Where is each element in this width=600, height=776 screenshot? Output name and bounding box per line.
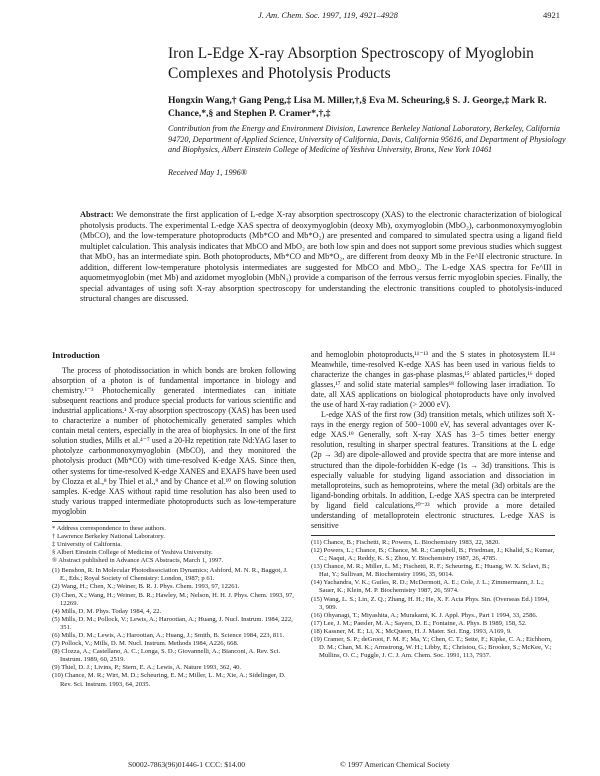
left-column (52, 350, 296, 689)
reference-item: (2) Wang, H.; Chen, X.; Weiner, B. R. J. Phys. Chem. 1993, 97, 12261. (52, 583, 240, 591)
article-title: Iron L-Edge X-ray Absorption Spectroscopy of Myoglobin Complexes and Photolysis Products (168, 45, 534, 82)
author-list: Hongxin Wang,† Gang Peng,‡ Lisa M. Miller,†,§ Eva M. Scheuring,§ S. J. George,‡ Mark R. Chance,*,§ and Stephen P. Cramer*,†,‡ (168, 95, 547, 119)
footnote: * Address correspondence to these authors. (52, 524, 166, 532)
abstract (80, 210, 562, 305)
footnote: § Albert Einstein College of Medicine of Yeshiva University. (52, 549, 213, 557)
page-number: 4921 (543, 10, 560, 20)
reference-item: (10) Chance, M. R.; Wirt, M. D.; Scheuring, E. M.; Miller, L. M.; Xie, A.; Sidelinger, D. Rev. Sci. Instrum. 1993, 64, 2035. (52, 672, 286, 688)
reference-item: (6) Mills, D. M.; Lewis, A.; Harootian, A.; Huang, J.; Smith, B. Science 1984, 223, 811. (52, 631, 285, 639)
reference-item: (4) Mills, D. M. Phys. Today 1984, 4, 22. (52, 607, 162, 615)
reference-item: (14) Yachandra, V. K.; Guiles, R. D.; McDermott, A. E.; Cole, J. L.; Zimmermann, J. L.; Sauer, K.; Klein, M. P. Biochemistry 1987, 26, 5974. (311, 579, 544, 595)
reference-item: (19) Cramer, S. P.; deGroot, F. M. F.; Ma, Y.; Chen, C. T.; Sette, F.; Kipke, C. A.; Eichhorn, D. M.; Chan, M. K.; Armstrong, W. H.; Libby, E.; Christou, G.; Brooker, S.; McKee, V.; Mullins, O. C.; Fuggle, J. C. J. Am. Chem. Soc. 1991, 113, 7937. (311, 635, 552, 660)
reference-item: (13) Chance, M. R.; Miller, L. M.; Fischetti, R. F.; Scheuring, E.; Huang, W. X. Sclavi, B.; Hai, Y.; Sullivan, M. Biochemistry 1996, 35, 9014. (311, 563, 550, 579)
footnote: † Lawrence Berkeley National Laboratory. (52, 532, 165, 540)
intro-paragraph-2: L-edge XAS of the first row (3d) transition metals, which utilizes soft X-rays in the energy region of 500−1000 eV, has several advantages over K-edge XAS.¹⁹ Generally, soft X-ray XAS has 3−5 times better energy resolution, resulting in sharper spectral features. Transitions at the L edge (2p → 3d) are dipole-allowed and provide spectra that are more intense and structured than the dipole-forbidden K-edge (1s → 3d) transitions. This is especially valuable for studying ligand association and dissociation in metalloproteins, such as hemoproteins, where the metal (3d) orbitals are the ligand-bonding orbitals. In addition, L-edge XAS spectra can be interpreted by ligand field calculations,²⁰⁻²³ which provide a more detailed understanding of metalloprotein electronic structures. L-edge XAS is sensitive (311, 410, 555, 530)
affiliation: Contribution from the Energy and Environment Division, Lawrence Berkeley National Laboratory, Berkeley, California 94720, Department of Applied Science, University of California, Davis, California 95616, and Department of Physiology and Biophysics, Albert Einstein College of Medicine of Yeshiva University, Bronx, New York 10461 (168, 124, 566, 155)
references-left (52, 567, 296, 688)
section-heading-introduction: Introduction (52, 350, 100, 360)
reference-item: (5) Mills, D. M.; Pollock, V.; Lewis, A.; Harootian, A.; Huang, J. Nucl. Instrum. 1984, 222, 351. (52, 615, 293, 631)
reference-item: (12) Powers, L.; Chance, B.; Chance, M. R.; Campbell, B.; Friedman, J.; Khalid, S.; Kumar, C.; Naqui, A.; Reddy, K. S.; Zhou, Y. Biochemistry 1987, 26, 4785. (311, 546, 555, 563)
reference-item: (9) Thiel, D. J.; Livins, P.; Stern, E. A.; Lewis, A. Nature 1993, 362, 40. (52, 664, 242, 672)
footnote-divider (52, 521, 130, 522)
reference-item: (8) Clozza, A.; Castellano, A. C.; Longa, S. D.; Giovannelli, A.; Bianconi, A. Rev. Sci. Instrum. 1989, 60, 2519. (52, 648, 281, 664)
references-right (311, 539, 555, 660)
footnote: ‡ University of California. (52, 540, 122, 548)
reference-item: (1) Benshon, R. In Molecular Photodissociation Dynamics; Ashford, M. N. R., Baggot, J. E., Eds.; Royal Society of Chemistry: London, 1987; p 61. (52, 567, 288, 583)
footnotes (52, 525, 296, 565)
footer-code: S0002-7863(96)01446-1 CCC: $14.00 (128, 760, 246, 769)
right-column (311, 350, 555, 660)
journal-citation: J. Am. Chem. Soc. 1997, 119, 4921–4928 (258, 10, 398, 20)
reference-item: (15) Wang, L. S.; Lin, Z. Q.; Zhang, H. H.; He, X. F. Acta Phys. Sin. (Overseas Ed.) 1994, 3, 909. (311, 595, 549, 611)
footnote: ® Abstract published in Advance ACS Abstracts, March 1, 1997. (52, 557, 224, 565)
reference-item: (17) Lee, J. M.; Paesler, M. A.; Sayers, D. E.; Fontaine, A. Phys. B 1989, 158, 52. (311, 619, 527, 627)
reference-item: (18) Kassner, M. E.; Li, X.; McQueen, H. J. Mater. Sci. Eng. 1993, A169, 9. (311, 627, 512, 635)
reference-item: (7) Pollock, V.; Mills, D. M. Nucl. Instrum. Methods 1984, A226, 668. (52, 640, 239, 648)
intro-paragraph-1: The process of photodissociation in which bonds are broken following absorption of a photon is of fundamental importance in biology and chemistry.¹⁻³ Photochemically generated intermediates can initiate subsequent reactions and produce special products for various scientific and industrial applications.¹ X-ray absorption spectroscopy (XAS) has been used to characterize a number of photochemically generated samples which contain metal centers, especially in the area of biophysics. In one of the first solution studies, Mills et al.⁴⁻⁷ used a 20-Hz repetition rate Nd:YAG laser to photolyze carbonmonoxymyoglobin (MbCO), and they monitored the photolysis product (Mb*CO) with time-resolved K-edge XAS. Since then, other systems for time-resolved K-edge XANES and EXAFS have been used by Clozza et al.,⁸ by Thiel et al.,⁹ and by Chance et al.¹⁰ on flowing solution samples. K-edge XAS without rapid time resolution has also been used to study various trapped intermediate photoproducts such as low-temperature myoglobin (52, 366, 296, 516)
reference-item: (11) Chance, B.; Fischetti, R.; Powers, L. Biochemistry 1983, 22, 3820. (311, 538, 500, 546)
abstract-text: We demonstrate the first application of L-edge X-ray absorption spectroscopy (XAS) to the electronic characterization of biological photolysis products. The experimental L-edge XAS spectra of deoxymyoglobin (deoxy Mb), oxymyoglobin (MbO₂), carbonmonoxymyoglobin (MbCO), and the low-temperature photoproducts (Mb*CO and Mb*O₂) are presented and compared to simulated spectra using a ligand field multiplet calculation. This analysis indicates that MbCO and MbO₂ are both low spin and does not support some previous studies which suggest that MbO₂ has an intermediate spin. Both photoproducts, Mb*CO and Mb*O₂, are different from deoxy Mb in the Fe^II electronic structure. In addition, different low-temperature photolysis intermediates are suggested for MbCO and MbO₂. The L-edge XAS spectra for Fe^III in aquometmyoglobin (met Mb) and azidomet myoglobin (MbN₃) provide a comparison of the ferrous versus ferric myoglobin species. Finally, the special advantages of using soft X-ray absorption spectroscopy for understanding the electronic transitions coupled to photolysis-induced structural changes are discussed. (80, 210, 562, 304)
abstract-label: Abstract: (80, 210, 114, 219)
reference-item: (3) Chen, X.; Wang, H.; Weiner, B. R.; Hawley, M.; Nelson, H. H. J. Phys. Chem. 1993, 97, 12269. (52, 591, 294, 607)
reference-item: (16) Ohyanagi, T.; Miyashita, A.; Murakami, K. J. Appl. Phys., Part 1 1994, 33, 2586. (311, 611, 538, 619)
received-date: Received May 1, 1996® (168, 168, 247, 177)
intro-paragraph-1-continued: and hemoglobin photoproducts,¹¹⁻¹³ and the S states in photosystem II.¹⁴ Meanwhile, time-resolved K-edge XAS has been used in various fields to characterize the changes in gas-phase plasmas,¹⁵ ablated particles,¹⁶ doped glasses,¹⁷ and solid state material samples¹⁸ following laser irradiation. To date, all XAS applications on biological photoproducts have only involved the use of hard X-ray radiation (> 2000 eV). (311, 350, 555, 410)
references-divider (311, 535, 555, 536)
footer-copyright: © 1997 American Chemical Society (340, 760, 450, 769)
